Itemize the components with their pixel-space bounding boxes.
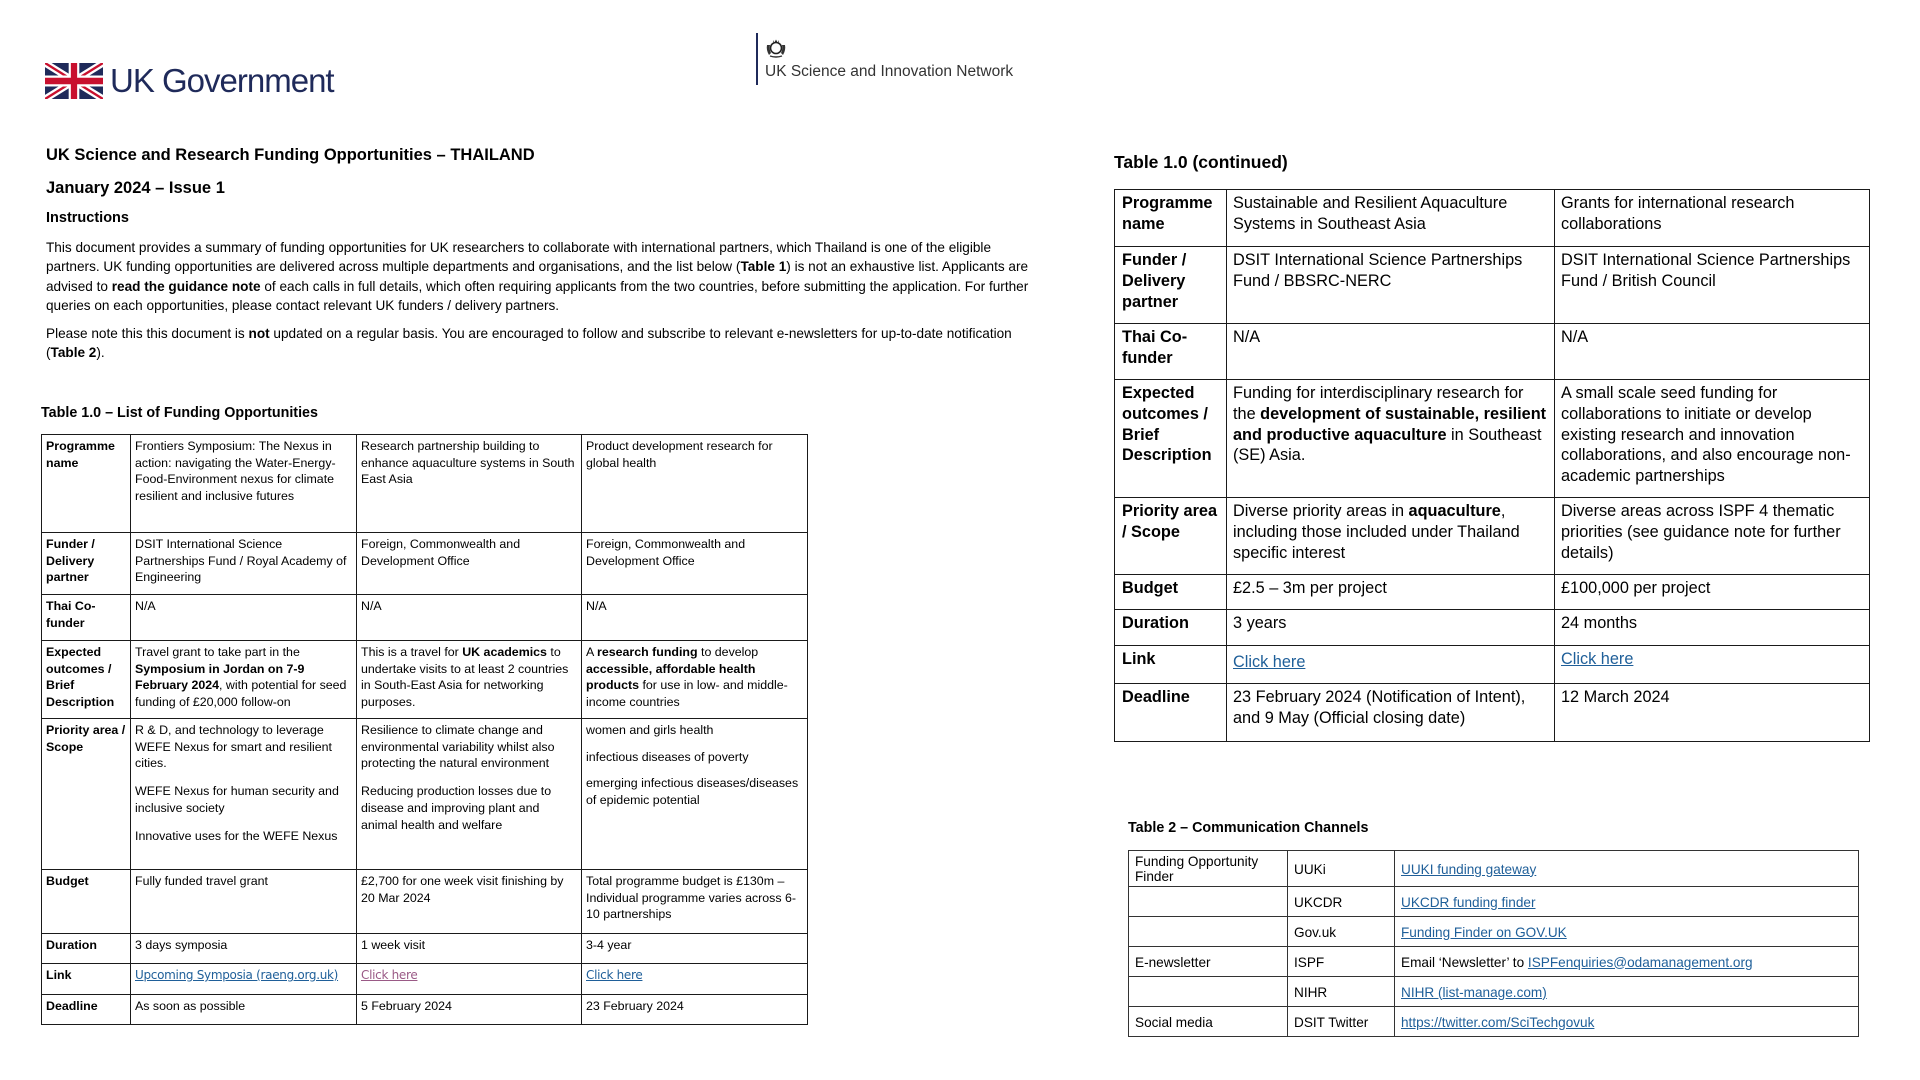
row-label: Duration bbox=[42, 934, 131, 964]
table-row-expected-outcomes bbox=[42, 641, 808, 719]
table-row-deadline bbox=[42, 995, 808, 1025]
table-cell: Total programme budget is £130m – Individual programme varies across 6-10 partnerships bbox=[582, 870, 808, 934]
table1-continued-caption: Table 1.0 (continued) bbox=[1114, 152, 1288, 172]
cell-bold: UK academics bbox=[462, 645, 547, 659]
row-label: Priority area / Scope bbox=[42, 719, 131, 870]
table-row bbox=[1129, 887, 1859, 917]
table-cell: N/A bbox=[357, 595, 582, 641]
table-cell bbox=[357, 964, 582, 995]
row-label: Programme name bbox=[1115, 190, 1227, 247]
channel-link-cell bbox=[1395, 947, 1859, 977]
table-cell: Research partnership building to enhance aquaculture systems in South East Asia bbox=[357, 435, 582, 533]
table-row-deadline bbox=[1115, 684, 1870, 742]
cell-bold: Symposium in Jordan on 7-9 February 2024 bbox=[135, 661, 305, 693]
table-cell: Fully funded travel grant bbox=[131, 870, 357, 934]
table-cell: 3 years bbox=[1227, 610, 1555, 646]
channel-link-cell bbox=[1395, 887, 1859, 917]
table-cell: Frontiers Symposium: The Nexus in action: navigating the Water-Energy-Food-Environment nexus for climate resilient and inclusive futures bbox=[131, 435, 357, 533]
table-cell: £2,700 for one week visit finishing by 20 Mar 2024 bbox=[357, 870, 582, 934]
channel-category bbox=[1129, 917, 1288, 947]
cell-text: This is a travel for bbox=[361, 645, 463, 659]
cell-text: to develop bbox=[697, 645, 759, 659]
table-cell: £2.5 – 3m per project bbox=[1227, 575, 1555, 610]
paragraph-text: updated on a regular basis. You are encouraged to follow and subscribe to relevant e-newsletters for up-to-date notification ( bbox=[46, 326, 1012, 361]
cell-bold: research funding bbox=[597, 645, 698, 659]
table-cell: 24 months bbox=[1555, 610, 1870, 646]
document-title: UK Science and Research Funding Opportunities – THAILAND bbox=[46, 146, 535, 164]
channel-source: UUKi bbox=[1288, 851, 1395, 887]
cell-text: to undertake visits to at least 2 countries in South-East Asia for networking purposes. bbox=[361, 645, 569, 710]
funding-opportunities-table-continued bbox=[1114, 189, 1870, 742]
channel-link-cell bbox=[1395, 977, 1859, 1007]
cell-bold: aquaculture bbox=[1408, 502, 1501, 520]
table-cell bbox=[1227, 646, 1555, 684]
row-label: Funder / Delivery partner bbox=[1115, 247, 1227, 324]
table-cell: 12 March 2024 bbox=[1555, 684, 1870, 742]
global-health-click-here-link[interactable]: Click here bbox=[586, 968, 643, 982]
priority-item: Innovative uses for the WEFE Nexus bbox=[135, 828, 338, 843]
research-collaborations-click-here-link[interactable]: Click here bbox=[1561, 650, 1634, 668]
table-cell: DSIT International Science Partnerships Fund / BBSRC-NERC bbox=[1227, 247, 1555, 324]
row-label: Expected outcomes / Brief Description bbox=[42, 641, 131, 719]
table-cell: Grants for international research collaborations bbox=[1555, 190, 1870, 247]
priority-item: emerging infectious diseases/diseases of epidemic potential bbox=[586, 776, 799, 808]
paragraph-bold: Table 2 bbox=[50, 345, 97, 361]
row-label: Thai Co-funder bbox=[1115, 324, 1227, 380]
uk-government-logo bbox=[45, 62, 334, 100]
priority-item: R & D, and technology to leverage WEFE Nexus for smart and resilient cities. bbox=[135, 723, 332, 771]
paragraph-bold: not bbox=[248, 326, 270, 341]
row-label: Thai Co-funder bbox=[42, 595, 131, 641]
funding-opportunities-table bbox=[41, 434, 808, 1025]
table-cell bbox=[1227, 498, 1555, 575]
note-paragraph bbox=[46, 324, 1036, 363]
table-cell bbox=[582, 719, 808, 870]
link-prefix: Email ‘Newsletter’ to bbox=[1401, 954, 1528, 970]
table-row-link bbox=[1115, 646, 1870, 684]
paragraph-text: ) is not an exhaustive list. Applicants are advised to bbox=[46, 259, 1029, 294]
row-label: Link bbox=[42, 964, 131, 995]
table-cell: N/A bbox=[131, 595, 357, 641]
row-label: Duration bbox=[1115, 610, 1227, 646]
royal-crest-icon bbox=[765, 36, 787, 58]
aquaculture-systems-click-here-link[interactable]: Click here bbox=[1233, 653, 1306, 671]
table1-caption: Table 1.0 – List of Funding Opportunities bbox=[41, 405, 318, 421]
table-cell: DSIT International Science Partnerships Fund / Royal Academy of Engineering bbox=[131, 533, 357, 595]
priority-item: Resilience to climate change and environmental variability whilst also protecting the natural environment bbox=[361, 723, 555, 771]
cell-bold: accessible, affordable health products bbox=[586, 661, 756, 693]
table-cell: Sustainable and Resilient Aquaculture Systems in Southeast Asia bbox=[1227, 190, 1555, 247]
cell-text: A bbox=[586, 645, 598, 659]
govuk-funding-finder-link[interactable]: Funding Finder on GOV.UK bbox=[1401, 924, 1567, 940]
table-cell: Product development research for global health bbox=[582, 435, 808, 533]
communication-channels-table bbox=[1128, 850, 1859, 1037]
table-row-priority-area bbox=[1115, 498, 1870, 575]
channel-category bbox=[1129, 887, 1288, 917]
table-row-programme-name bbox=[1115, 190, 1870, 247]
cell-text: in Southeast (SE) Asia. bbox=[1233, 425, 1542, 465]
channel-link-cell bbox=[1395, 1007, 1859, 1037]
table-cell bbox=[357, 641, 582, 719]
paragraph-text: This document provides a summary of funding opportunities for UK researchers to collaborate with international partners, which Thailand is one of the eligible partners. UK funding opportunities are delivered across multiple departments and organisations, and the list below ( bbox=[46, 240, 992, 275]
channel-source: UKCDR bbox=[1288, 887, 1395, 917]
uk-science-innovation-network-logo bbox=[756, 33, 1013, 85]
priority-item: women and girls health bbox=[586, 723, 714, 737]
table-row bbox=[1129, 917, 1859, 947]
uk-government-wordmark: UK Government bbox=[110, 62, 334, 99]
table-cell: As soon as possible bbox=[131, 995, 357, 1025]
table-cell bbox=[582, 964, 808, 995]
union-flag-icon bbox=[45, 63, 103, 99]
channel-category: Social media bbox=[1129, 1007, 1288, 1037]
table-cell: 3 days symposia bbox=[131, 934, 357, 964]
table-cell bbox=[1227, 380, 1555, 498]
table-cell: 3-4 year bbox=[582, 934, 808, 964]
nihr-newsletter-link[interactable]: NIHR (list-manage.com) bbox=[1401, 984, 1547, 1000]
table-cell bbox=[1555, 646, 1870, 684]
ukcdr-funding-finder-link[interactable]: UKCDR funding finder bbox=[1401, 894, 1536, 910]
paragraph-bold: read the guidance note bbox=[111, 278, 261, 294]
table-cell: A small scale seed funding for collaborations to initiate or develop existing research and innovation collaborations, and also encourage non-academic partnerships bbox=[1555, 380, 1870, 498]
table-row-link bbox=[42, 964, 808, 995]
paragraph-text: ). bbox=[96, 345, 105, 361]
channel-link-cell bbox=[1395, 917, 1859, 947]
table-cell bbox=[582, 641, 808, 719]
priority-item: Reducing production losses due to disease and improving plant and animal health and welfare bbox=[361, 784, 552, 832]
priority-item: infectious diseases of poverty bbox=[586, 749, 749, 764]
dsit-twitter-link[interactable]: https://twitter.com/SciTechgovuk bbox=[1401, 1014, 1595, 1030]
table-row-programme-name bbox=[42, 435, 808, 533]
channel-category: E-newsletter bbox=[1129, 947, 1288, 977]
channel-source: ISPF bbox=[1288, 947, 1395, 977]
channel-source: DSIT Twitter bbox=[1288, 1007, 1395, 1037]
row-label: Budget bbox=[1115, 575, 1227, 610]
channel-source: Gov.uk bbox=[1288, 917, 1395, 947]
table-row-duration bbox=[42, 934, 808, 964]
instructions-heading: Instructions bbox=[46, 210, 129, 226]
table-cell: 1 week visit bbox=[357, 934, 582, 964]
table-row-funder bbox=[1115, 247, 1870, 324]
paragraph-bold: Table 1 bbox=[740, 259, 787, 275]
table-cell: £100,000 per project bbox=[1555, 575, 1870, 610]
row-label: Funder / Delivery partner bbox=[42, 533, 131, 595]
table-cell bbox=[131, 641, 357, 719]
table-cell: DSIT International Science Partnerships Fund / British Council bbox=[1555, 247, 1870, 324]
ispf-enquiries-email-link[interactable]: ISPFenquiries@odamanagement.org bbox=[1527, 954, 1753, 970]
cell-text: , including those included under Thailand specific interest bbox=[1233, 502, 1520, 562]
table-row-budget bbox=[42, 870, 808, 934]
table-row-budget bbox=[1115, 575, 1870, 610]
row-label: Budget bbox=[42, 870, 131, 934]
paragraph-text: Please note this this document is bbox=[46, 326, 249, 341]
priority-item: WEFE Nexus for human security and inclusive society bbox=[135, 784, 339, 815]
cell-text: Travel grant to take part in the bbox=[135, 645, 300, 659]
aquaculture-partnership-click-here-link[interactable]: Click here bbox=[361, 968, 418, 982]
row-label: Priority area / Scope bbox=[1115, 498, 1227, 575]
uuki-funding-gateway-link[interactable]: UUKI funding gateway bbox=[1401, 861, 1537, 877]
channel-source: NIHR bbox=[1288, 977, 1395, 1007]
channel-category: Funding Opportunity Finder bbox=[1129, 851, 1288, 887]
table-cell: 23 February 2024 bbox=[582, 995, 808, 1025]
table-row bbox=[1129, 851, 1859, 887]
row-label: Programme name bbox=[42, 435, 131, 533]
table-row-priority-area bbox=[42, 719, 808, 870]
cell-text: Funding for interdisciplinary research for the bbox=[1233, 384, 1524, 423]
table-cell bbox=[131, 964, 357, 995]
table-cell: Foreign, Commonwealth and Development Office bbox=[582, 533, 808, 595]
table-row-duration bbox=[1115, 610, 1870, 646]
channel-link-cell bbox=[1395, 851, 1859, 887]
cell-text: Diverse priority areas in bbox=[1233, 502, 1409, 520]
table-cell: Foreign, Commonwealth and Development Office bbox=[357, 533, 582, 595]
table-row-funder bbox=[42, 533, 808, 595]
table2-caption: Table 2 – Communication Channels bbox=[1128, 820, 1369, 836]
row-label: Deadline bbox=[42, 995, 131, 1025]
instructions-paragraph bbox=[46, 238, 1036, 315]
table-cell: N/A bbox=[1555, 324, 1870, 380]
row-label: Expected outcomes / Brief Description bbox=[1115, 380, 1227, 498]
upcoming-symposia-link[interactable]: Upcoming Symposia (raeng.org.uk) bbox=[135, 968, 339, 982]
table-row-thai-cofunder bbox=[42, 595, 808, 641]
table-row-thai-cofunder bbox=[1115, 324, 1870, 380]
table-row-expected-outcomes bbox=[1115, 380, 1870, 498]
table-cell: 5 February 2024 bbox=[357, 995, 582, 1025]
table-cell: N/A bbox=[582, 595, 808, 641]
table-cell: N/A bbox=[1227, 324, 1555, 380]
row-label: Link bbox=[1115, 646, 1227, 684]
cell-text: for use in low- and middle-income countries bbox=[586, 678, 788, 710]
network-name: UK Science and Innovation Network bbox=[765, 63, 1014, 80]
table-cell: Diverse areas across ISPF 4 thematic priorities (see guidance note for further details) bbox=[1555, 498, 1870, 575]
table-row bbox=[1129, 1007, 1859, 1037]
table-cell bbox=[357, 719, 582, 870]
table-cell bbox=[131, 719, 357, 870]
cell-text: , with potential for seed funding of £20,000 follow-on bbox=[135, 678, 347, 710]
row-label: Deadline bbox=[1115, 684, 1227, 742]
channel-category bbox=[1129, 977, 1288, 1007]
cell-bold: development of sustainable, resilient and productive aquaculture bbox=[1233, 404, 1547, 444]
table-row bbox=[1129, 977, 1859, 1007]
paragraph-text: of each calls in full details, which often requiring applicants from the two countries, before submitting the application. For further queries on each opportunities, please contact relevant UK funders / delivery partners. bbox=[46, 278, 1029, 313]
document-issue: January 2024 – Issue 1 bbox=[46, 179, 225, 197]
table-cell: 23 February 2024 (Notification of Intent), and 9 May (Official closing date) bbox=[1227, 684, 1555, 742]
table-row bbox=[1129, 947, 1859, 977]
